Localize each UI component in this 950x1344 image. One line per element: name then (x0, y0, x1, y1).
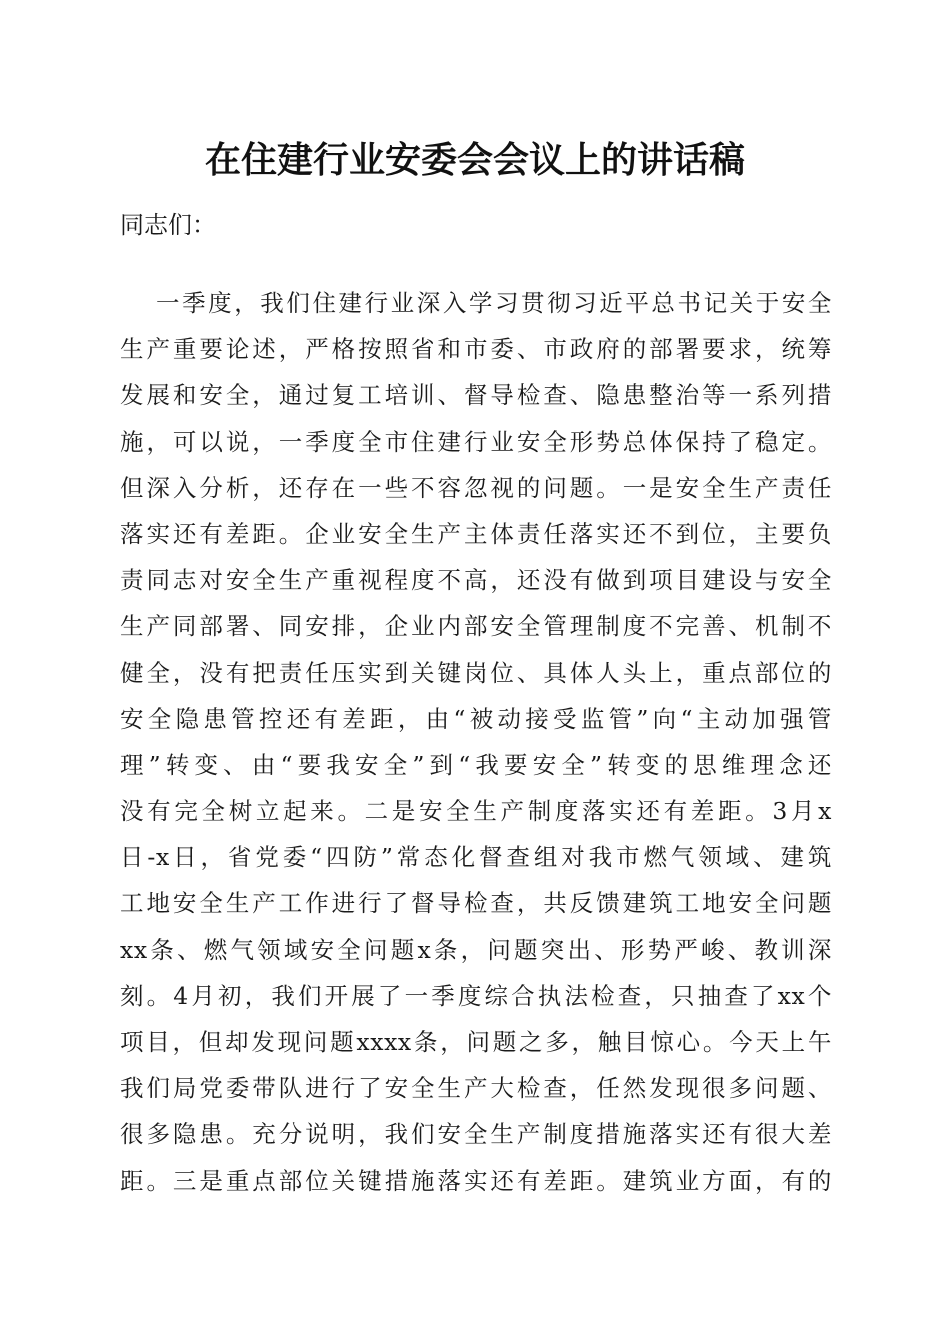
body-paragraph (120, 280, 832, 1204)
paragraph-line: 健全，没有把责任压实到关键岗位、具体人头上，重点部位的 (120, 658, 832, 687)
paragraph-line: 安全隐患管控还有差距，由“被动接受监管”向“主动加强管 (120, 704, 832, 733)
paragraph-line: 日-x日，省党委“四防”常态化督查组对我市燃气领域、建筑 (120, 843, 832, 872)
paragraph-line: 生产同部署、同安排，企业内部安全管理制度不完善、机制不 (120, 612, 832, 641)
paragraph-line: 项目，但却发现问题xxxx条，问题之多，触目惊心。今天上午 (120, 1028, 832, 1056)
paragraph-line: 发展和安全，通过复工培训、督导检查、隐患整治等一系列措 (120, 381, 832, 410)
paragraph-line: 工地安全生产工作进行了督导检查，共反馈建筑工地安全问题 (120, 889, 832, 918)
paragraph-line: 我们局党委带队进行了安全生产大检查，任然发现很多问题、 (120, 1074, 832, 1103)
paragraph-line: 但深入分析，还存在一些不容忽视的问题。一是安全生产责任 (120, 473, 832, 502)
paragraph-line: 距。三是重点部位关键措施落实还有差距。建筑业方面，有的 (120, 1166, 832, 1195)
paragraph-line: 一季度，我们住建行业深入学习贯彻习近平总书记关于安全 (156, 289, 832, 317)
paragraph-line: 理”转变、由“要我安全”到“我要安全”转变的思维理念还 (120, 750, 832, 779)
paragraph-line: 刻。4月初，我们开展了一季度综合执法检查，只抽查了xx个 (120, 981, 832, 1010)
salutation: 同志们： (120, 211, 216, 239)
paragraph-line: 很多隐患。充分说明，我们安全生产制度措施落实还有很大差 (120, 1120, 832, 1149)
paragraph-line: 没有完全树立起来。二是安全生产制度落实还有差距。3月x (120, 797, 832, 826)
paragraph-line: 生产重要论述，严格按照省和市委、市政府的部署要求，统筹 (120, 335, 832, 364)
document-title: 在住建行业安委会会议上的讲话稿 (204, 139, 745, 181)
paragraph-line: 施，可以说，一季度全市住建行业安全形势总体保持了稳定。 (120, 427, 832, 456)
paragraph-line: 责同志对安全生产重视程度不高，还没有做到项目建设与安全 (120, 566, 832, 595)
paragraph-line: 落实还有差距。企业安全生产主体责任落实还不到位，主要负 (120, 519, 832, 548)
paragraph-line: xx条、燃气领域安全问题x条，问题突出、形势严峻、教训深 (120, 935, 832, 964)
